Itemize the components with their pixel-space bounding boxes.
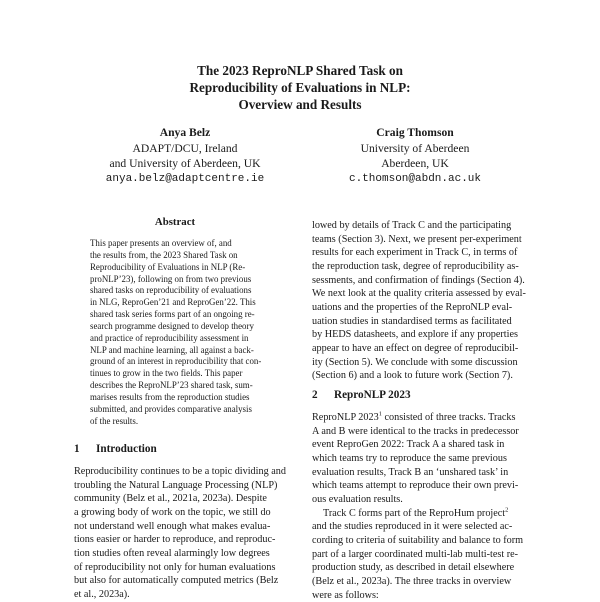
repronlp-2023-body	[312, 411, 534, 602]
author-affiliation: University of Aberdeen	[360, 141, 470, 155]
body-line: part of a larger coordinated multi-lab multi-test re-	[312, 548, 519, 560]
body-line: not understand well enough what makes evalua-	[74, 520, 271, 532]
abstract-line: submitted, and provides comparative analysis	[90, 403, 252, 414]
body-text: consisted of three tracks. Tracks	[381, 412, 516, 423]
author-email[interactable]: c.thomson@abdn.ac.uk	[348, 172, 482, 185]
abstract-heading: Abstract	[154, 216, 196, 228]
body-line: community (Belz et al., 2021a, 2023a). Despite	[74, 493, 267, 505]
body-line: cording to criteria of suitability and balance to form	[312, 534, 524, 546]
author-affiliation: and University of Aberdeen, UK	[109, 157, 261, 170]
abstract-line: Reproducibility of Evaluations in NLP (Re-	[90, 261, 246, 272]
body-line: were as follows:	[312, 589, 379, 601]
author-affiliation: Aberdeen, UK	[381, 157, 449, 170]
body-line	[312, 507, 534, 521]
footnote-marker[interactable]: 1	[378, 410, 382, 418]
body-line: tions easier or harder to reproduce, and reproduc-	[74, 534, 276, 546]
body-line	[312, 411, 534, 425]
abstract-line: This paper presents an overview of, and	[90, 238, 232, 248]
section-heading-introduction	[74, 443, 157, 455]
title-line: Overview and Results	[238, 97, 362, 112]
abstract-line: in NLG, ReproGen’21 and ReproGen’22. This	[90, 297, 256, 308]
abstract-line: tinues to grow in the two fields. This paper	[90, 368, 243, 379]
body-line: troubling the Natural Language Processing (NLP)	[74, 479, 278, 491]
title-line: The 2023 ReproNLP Shared Task on	[197, 63, 403, 78]
author-name: Anya Belz	[159, 126, 211, 139]
abstract-line: search programme designed to develop theory	[90, 320, 254, 331]
section-title: ReproNLP 2023	[334, 389, 411, 401]
author-name: Craig Thomson	[376, 126, 454, 139]
abstract-line: and practice of reproducibility assessment in	[90, 332, 249, 343]
body-line: appear to have an effect on degree of reproducibil-	[312, 342, 519, 354]
body-line: but also for automatically computed metrics (Belz	[74, 575, 279, 587]
body-line: production study, as described in detail elsewhere	[312, 562, 515, 574]
body-line: (Belz et al., 2023a). The three tracks in overview	[312, 575, 512, 587]
body-text: ReproNLP 2023	[312, 412, 379, 423]
author-block	[60, 125, 310, 187]
section-number: 2	[312, 389, 318, 401]
abstract-line: shared tasks on reproducibility of evaluations	[90, 285, 252, 296]
abstract-body	[90, 238, 278, 428]
author-affiliation: ADAPT/DCU, Ireland	[132, 141, 238, 155]
abstract-line: proNLP’23), following on from two previous	[90, 273, 252, 284]
author-email[interactable]: anya.belz@adaptcentre.ie	[105, 172, 265, 185]
body-line: et al., 2023a).	[74, 588, 130, 600]
body-line: and the studies reproduced in it were selected ac-	[312, 521, 513, 533]
abstract-line: shared task series forms part of an ongoing re-	[90, 309, 255, 320]
section-number: 1	[74, 443, 80, 455]
body-text: Track C forms part of the ReproHum project	[323, 507, 506, 519]
abstract-line: ground of an interest in reproducibility that con-	[90, 356, 262, 367]
body-line: by HEDS datasheets, and explore if any properties	[312, 329, 518, 341]
abstract-line: the results from, the 2023 Shared Task on	[90, 249, 238, 260]
body-line: ity (Section 5). We conclude with some discussion	[312, 356, 518, 368]
body-line: sessments, and confirmation of findings (Section 4).	[312, 274, 525, 286]
body-line: (Section 6) and a look to future work (Section 7).	[312, 370, 513, 382]
body-line: teams (Section 3). Next, we present per-experiment	[312, 233, 522, 245]
body-line: tion studies often reveal alarmingly low degrees	[74, 547, 270, 559]
abstract-line: marises results from the reproduction studies	[90, 391, 250, 402]
body-line: which teams try to reproduce the same previous	[312, 452, 507, 464]
body-line: uations and the properties of the ReproNLP eval-	[312, 301, 513, 313]
body-line: lowed by details of Track C and the participating	[312, 220, 512, 231]
author-block	[290, 125, 540, 187]
body-line: Reproducibility continues to be a topic dividing and	[74, 466, 286, 477]
body-line: ous evaluation results.	[312, 493, 403, 505]
body-line: of reproducibility not only for human evaluations	[74, 561, 276, 573]
body-line: evaluation results, Track B an ‘unshared task’ in	[312, 466, 509, 478]
introduction-continued-body	[312, 219, 534, 383]
body-line: a growing body of work on the topic, we still do	[74, 506, 271, 518]
body-line: uation studies in standardised terms as facilitated	[312, 315, 512, 327]
body-line: which teams attempt to reproduce their own previ-	[312, 480, 519, 492]
title-line: Reproducibility of Evaluations in NLP:	[189, 80, 411, 95]
footnote-marker[interactable]: 2	[505, 506, 509, 514]
section-heading-repronlp-2023	[312, 389, 411, 401]
abstract-line: describes the ReproNLP’23 shared task, sum-	[90, 380, 253, 391]
introduction-body	[74, 465, 296, 602]
paper-title	[0, 62, 600, 113]
abstract-line: NLP and machine learning, all against a back-	[90, 344, 254, 355]
body-line: results for each experiment in Track C, in terms of	[312, 247, 518, 259]
section-title: Introduction	[96, 443, 157, 455]
body-line: event ReproGen 2022: Track A a shared task in	[312, 439, 505, 451]
body-line: We next look at the quality criteria assessed by eval-	[312, 288, 526, 300]
body-line: A and B were identical to the tracks in predecessor	[312, 425, 519, 437]
abstract-line: of the results.	[90, 415, 139, 426]
body-line: the reproduction task, degree of reproducibility as-	[312, 260, 519, 272]
